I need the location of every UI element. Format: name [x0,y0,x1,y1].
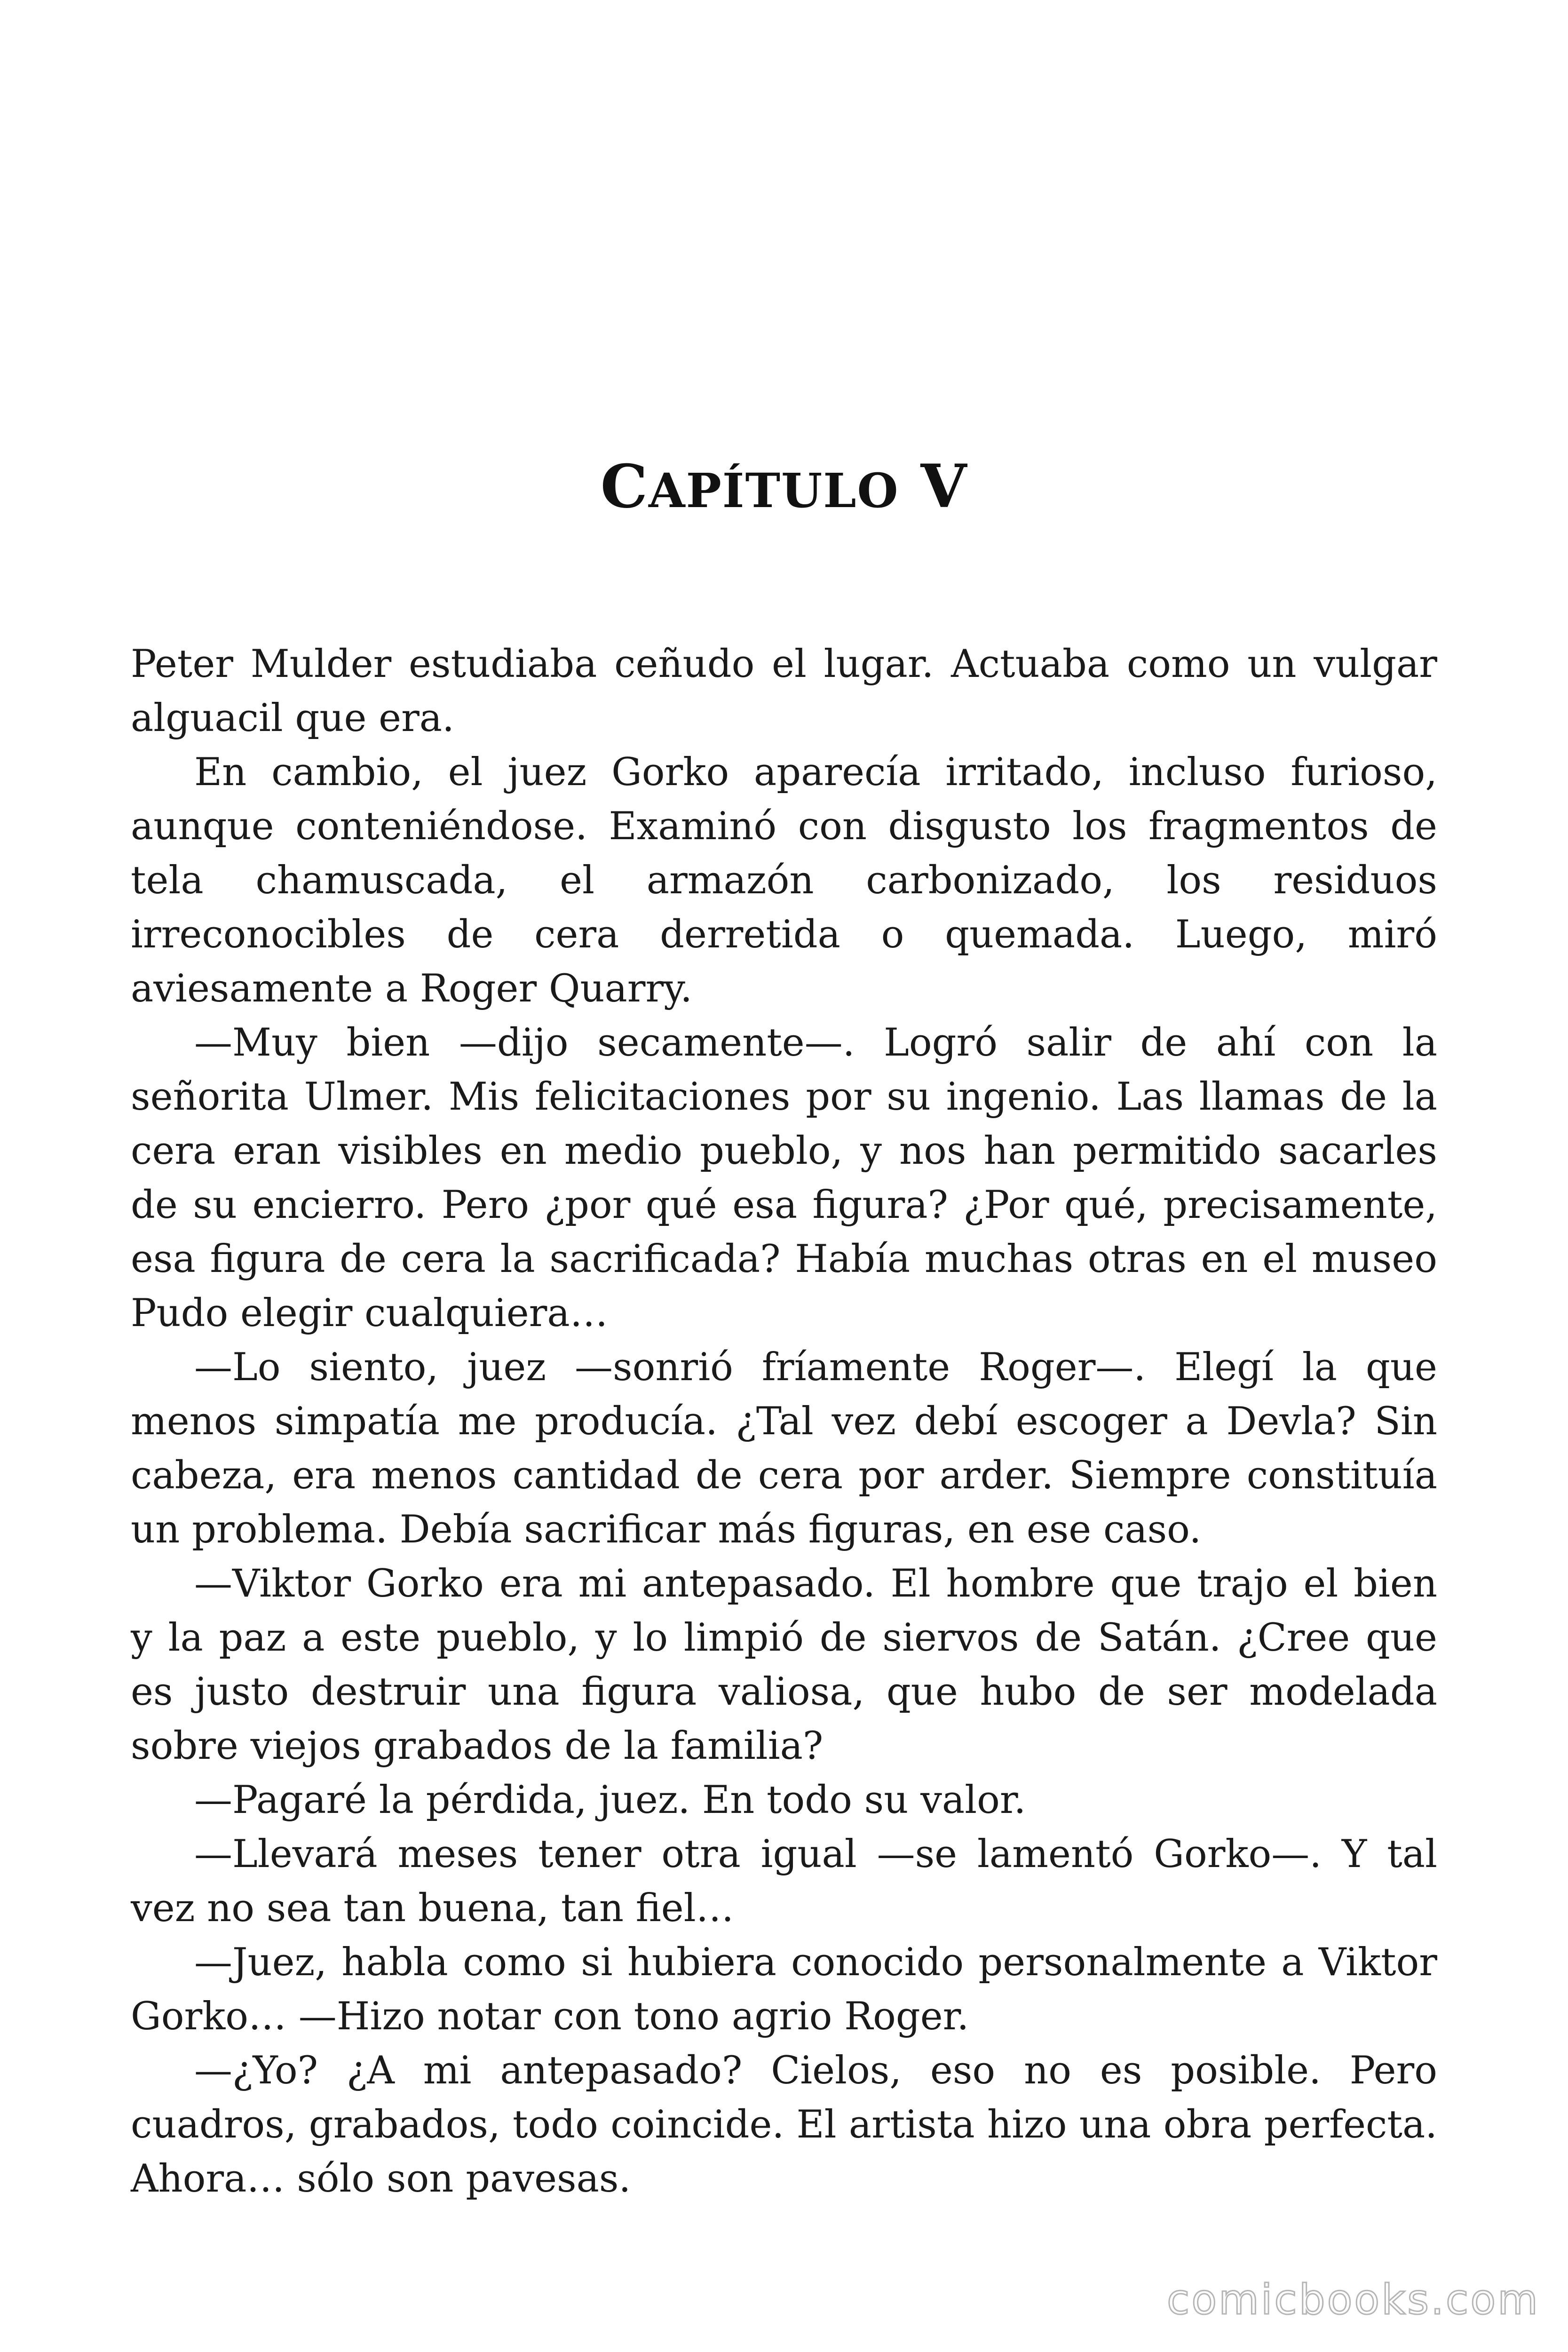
paragraph-3: —Muy bien —dijo secamente—. Logró salir de ahí con la señorita Ulmer. Mis felicitaciones por su ingenio. Las llamas de la cera eran visibles en medio pueblo, y nos han permitido sacarles de su encierro. Pero ¿por qué esa figura? ¿Por qué, precisamente, esa figura de cera la sacrificada? Había muchas otras en el museo Pudo elegir cualquiera… [131,1021,1437,1335]
paragraph-9: —¿Yo? ¿A mi antepasado? Cielos, eso no es posible. Pero cuadros, grabados, todo coincide. El artista hizo una obra perfecta. Ahora… sólo son pavesas. [131,2049,1437,2201]
paragraph-8: —Juez, habla como si hubiera conocido personalmente a Viktor Gorko… —Hizo notar con tono agrio Roger. [131,1940,1437,2039]
chapter-title [0,452,1568,521]
paragraph-1: Peter Mulder estudiaba ceñudo el lugar. Actuaba como un vulgar alguacil que era. [131,642,1437,740]
paragraph-7: —Llevará meses tener otra igual —se lamentó Gorko—. Y tal vez no sea tan buena, tan fiel… [131,1832,1437,1931]
chapter-title-numeral: V [920,452,968,521]
chapter-title-rest: APÍTULO [649,463,899,518]
paragraph-5: —Viktor Gorko era mi antepasado. El hombre que trajo el bien y la paz a este pueblo, y lo limpió de siervos de Satán. ¿Cree que es justo destruir una figura valiosa, que hubo de ser modelada sobre viejos grabados de la familia? [131,1562,1437,1768]
watermark: comicbooks.com [1166,2275,1540,2324]
paragraph-4: —Lo siento, juez —sonrió fríamente Roger—. Elegí la que menos simpatía me producía. ¿Tal vez debí escoger a Devla? Sin cabeza, era menos cantidad de cera por arder. Siempre constituía un problema. Debía sacrificar más figuras, en ese caso. [131,1345,1437,1552]
chapter-title-cap: C [600,452,649,521]
paragraph-2: En cambio, el juez Gorko aparecía irritado, incluso furioso, aunque conteniéndose. Examinó con disgusto los fragmentos de tela chamuscada, el armazón carbonizado, los residuos irreconocibles de cera derretida o quemada. Luego, miró aviesamente a Roger Quarry. [131,750,1437,1011]
paragraph-6: —Pagaré la pérdida, juez. En todo su valor. [194,1778,1026,1822]
chapter-body [131,637,1437,2206]
